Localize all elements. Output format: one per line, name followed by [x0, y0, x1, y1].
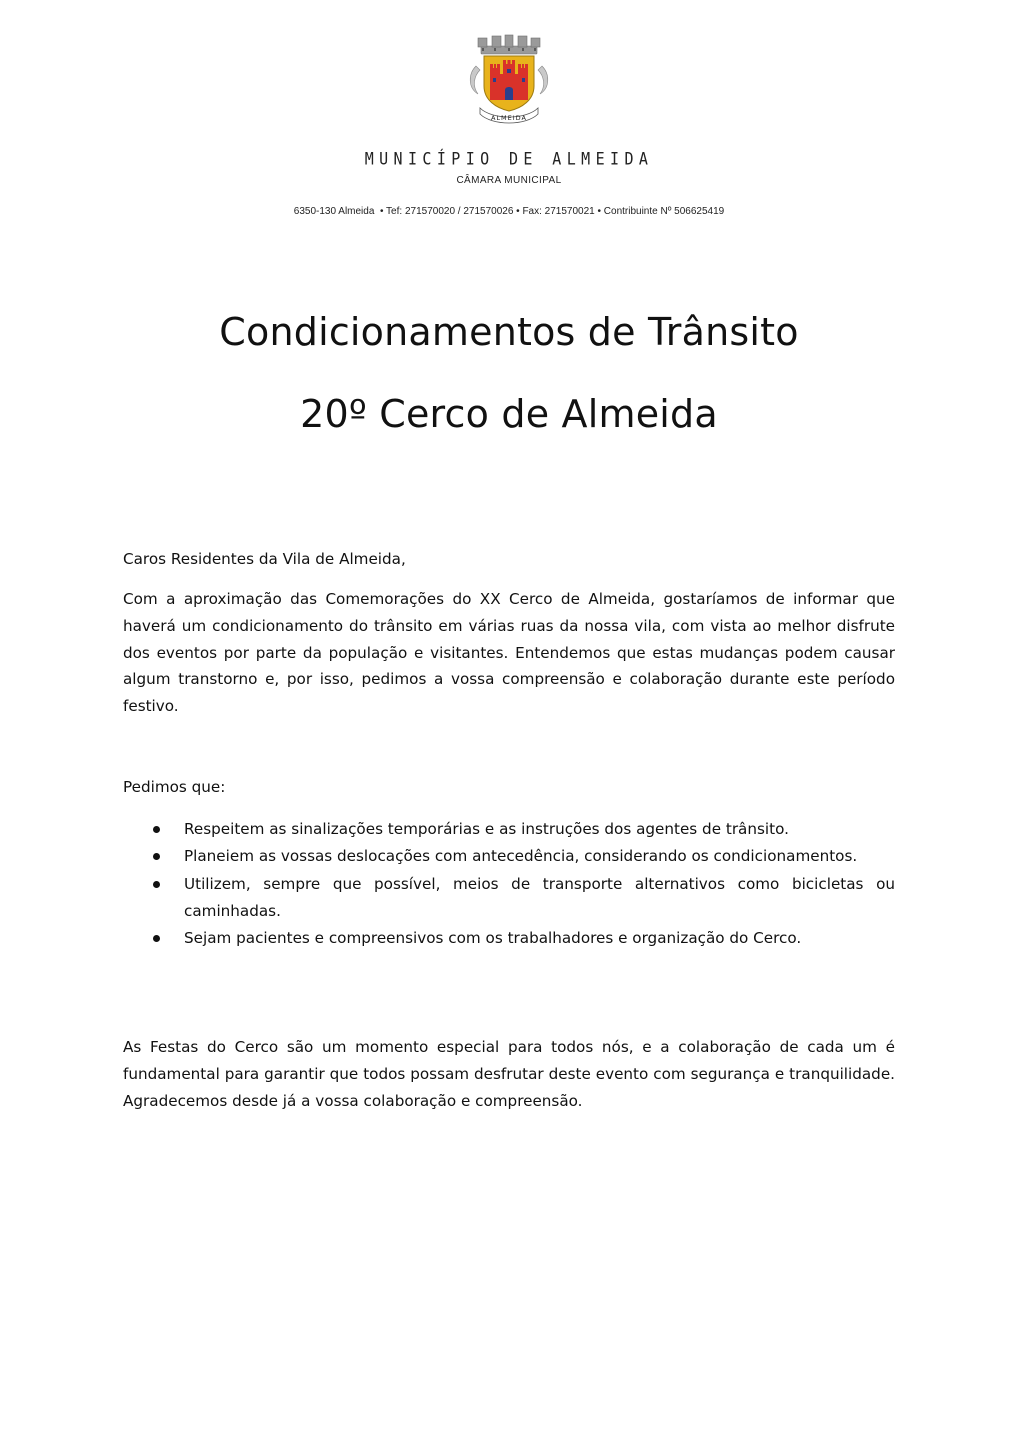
greeting-paragraph: Caros Residentes da Vila de Almeida, — [123, 550, 406, 568]
bullet-icon — [153, 853, 160, 860]
intro-paragraph: Com a aproximação das Comemorações do XX Cerco de Almeida, gostaríamos de informar que haverá um condicionamento do trânsito em várias ruas da nossa vila, com vista ao melhor disfrute dos eventos por parte da população e visitantes. Entendemos que estas mudanças podem causar algum transtorno e, por isso, pedimos a vossa compreensão e colaboração durante este período festivo. — [123, 590, 895, 716]
list-item-text: Respeitem as sinalizações temporárias e as instruções dos agentes de trânsito. — [184, 820, 789, 838]
bullet-icon — [153, 826, 160, 833]
request-list — [123, 816, 895, 952]
list-item-text: Utilizem, sempre que possível, meios de transporte alternativos como bicicletas ou caminhadas. — [184, 874, 895, 920]
list-item — [123, 871, 895, 926]
document-title-line-2: 20º Cerco de Almeida — [300, 392, 718, 436]
organization-subtitle: CÂMARA MUNICIPAL — [456, 175, 562, 186]
list-item-text: Planeiem as vossas deslocações com antecedência, considerando os condicionamentos. — [184, 847, 858, 866]
contact-info-line: 6350-130 Almeida • Tef: 271570020 / 271570026 • Fax: 271570021 • Contribuinte Nº 506625419 — [293, 206, 725, 217]
closing-paragraph: As Festas do Cerco são um momento especial para todos nós, e a colaboração de cada um é fundamental para garantir que todos possam desfrutar deste evento com segurança e tranquilidade. Agradecemos desde já a vossa colaboração e compreensão. — [123, 1038, 895, 1110]
organization-name: MUNICÍPIO DE ALMEIDA — [364, 148, 654, 170]
almeida-coat-of-arms-logo — [462, 34, 556, 126]
list-item — [123, 816, 895, 843]
bullet-icon — [153, 881, 160, 888]
bullet-icon — [153, 935, 160, 942]
document-title-line-1: Condicionamentos de Trânsito — [219, 310, 799, 354]
crest-caption-text: ALMEIDA — [490, 114, 528, 122]
list-item — [123, 925, 895, 952]
list-item — [123, 843, 895, 870]
request-intro: Pedimos que: — [123, 778, 226, 796]
list-item-text: Sejam pacientes e compreensivos com os trabalhadores e organização do Cerco. — [184, 929, 802, 948]
